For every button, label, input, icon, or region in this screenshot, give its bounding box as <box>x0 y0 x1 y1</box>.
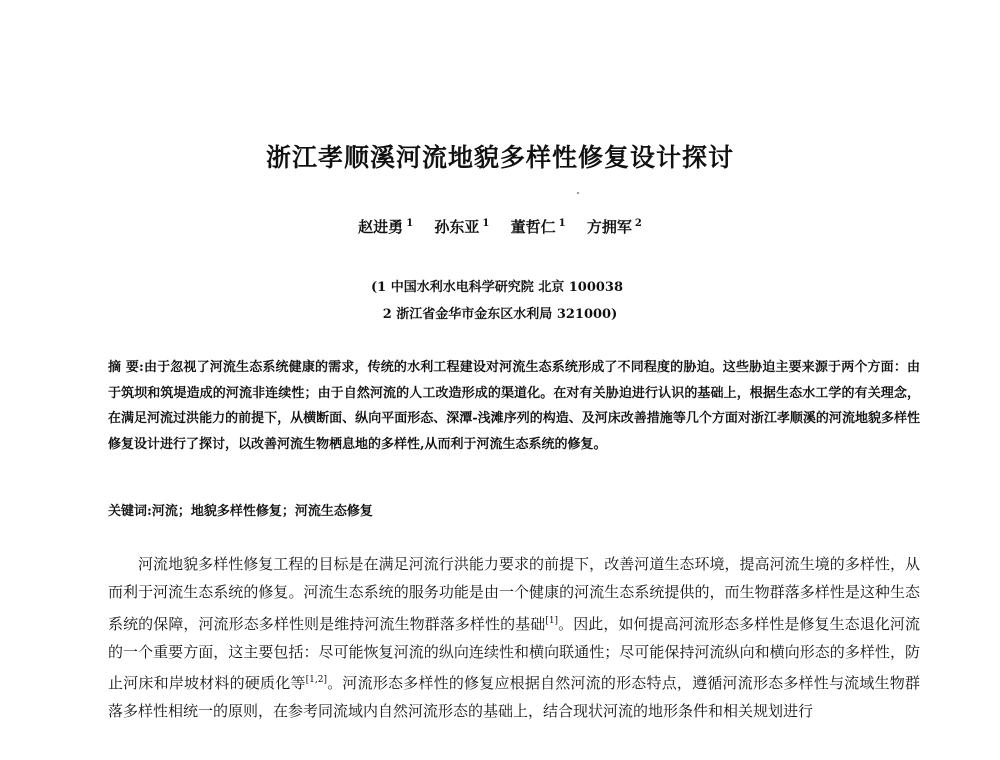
body-paragraph: 河流地貌多样性修复工程的目标是在满足河流行洪能力要求的前提下，改善河道生态环境，提高河流生境的多样性，从而利于河流生态系统的修复。河流生态系统的服务功能是由一个健康的河流生态系统提供的，而生物群落多样性是这种生态系统的保障，河流形态多样性则是维持河流生物群落多样性的基础[1]。因此，如何提高河流形态多样性是修复生态退化河流的一个重要方面，这主要包括：尽可能恢复河流的纵向连续性和横向联通性；尽可能保持河流纵向和横向形态的多样性，防止河床和岸坡材料的硬质化等[1,2]。河流形态多样性的修复应根据自然河流的形态特点，遵循河流形态多样性与流域生物群落多样性相统一的原则，在参考同流域内自然河流形态的基础上，结合现状河流的地形条件和相关规划进行 <box>108 555 920 721</box>
citation: [1] <box>545 615 559 626</box>
keywords-label: 关键词: <box>108 504 152 519</box>
keywords <box>108 502 920 522</box>
citation: [1,2] <box>305 675 328 686</box>
author-list <box>0 216 1000 237</box>
abstract-label: 摘 要: <box>108 360 144 375</box>
affiliation-line: (1 中国水利水电科学研究院 北京 100038 <box>370 280 624 295</box>
affiliation-line: 2 浙江省金华市金东区水利局 321000) <box>382 307 618 322</box>
author: 赵进勇 $^1$ <box>358 218 414 236</box>
author: 董哲仁 $^1$ <box>510 218 566 236</box>
scan-speck <box>577 192 579 194</box>
author: 方拥军 $^2$ <box>586 218 642 236</box>
keywords-text: 河流；地貌多样性修复；河流生态修复 <box>151 504 373 519</box>
author: 孙东亚 $^1$ <box>434 218 490 236</box>
abstract <box>108 355 920 457</box>
abstract-text: 由于忽视了河流生态系统健康的需求，传统的水利工程建设对河流生态系统形成了不同程度的胁迫。这些胁迫主要来源于两个方面：由于筑坝和筑堤造成的河流非连续性；由于自然河流的人工改造形成的渠道化。在对有关胁迫进行认识的基础上，根据生态水工学的有关理念，在满足河流过洪能力的前提下，从横断面、纵向平面形态、深潭-浅滩序列的构造、及河床改善措施等几个方面对浙江孝顺溪的河流地貌多样性修复设计进行了探讨，以改善河流生物栖息地的多样性,从而利于河流生态系统的修复。 <box>108 360 920 452</box>
paper-title: 浙江孝顺溪河流地貌多样性修复设计探讨 <box>265 143 734 172</box>
